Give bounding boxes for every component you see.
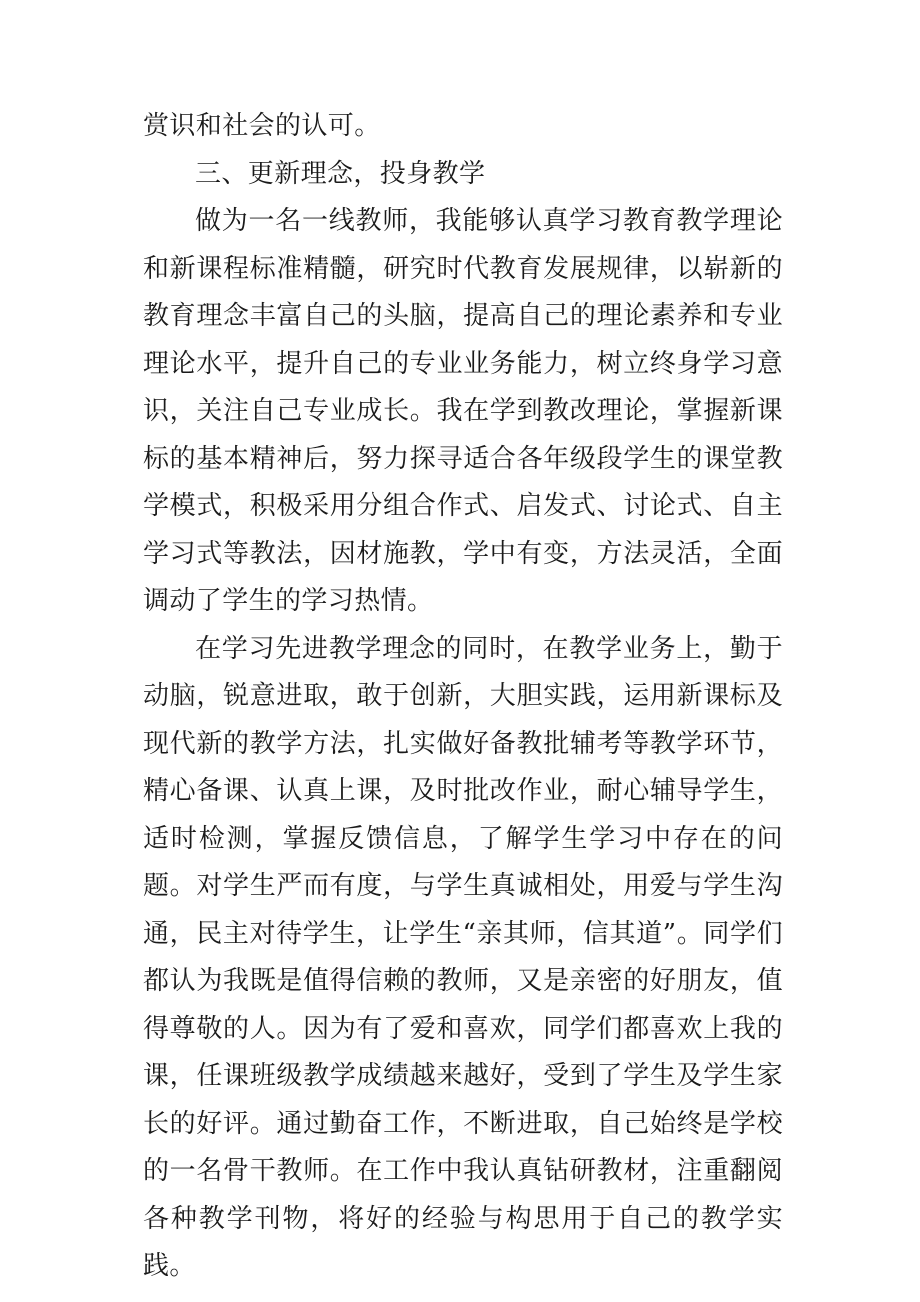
body-text: [143, 103, 783, 1291]
continuation-paragraph: 赏识和社会的认可。: [143, 111, 381, 141]
paragraph-teaching-practice: 在学习先进教学理念的同时，在教学业务上，勤于动脑，锐意进取，敢于创新，大胆实践，运用新课标及现代新的教学方法，扎实做好备教批辅考等教学环节，精心备课、认真上课，及时批改作业，耐心辅导学生，适时检测，掌握反馈信息，了解学生学习中存在的问题。对学生严而有度，与学生真诚相处，用爱与学生沟通，民主对待学生，让学生“亲其师，信其道”。同学们都认为我既是值得信赖的教师，又是亲密的好朋友，值得尊敬的人。因为有了爱和喜欢，同学们都喜欢上我的课，任课班级教学成绩越来越好，受到了学生及学生家长的好评。通过勤奋工作，不断进取，自己始终是学校的一名骨干教师。在工作中我认真钻研教材，注重翻阅各种教学刊物，将好的经验与构思用于自己的教学实践。: [143, 633, 783, 1281]
paragraph-teaching-theory: 做为一名一线教师，我能够认真学习教育教学理论和新课程标准精髓，研究时代教育发展规律，以崭新的教育理念丰富自己的头脑，提高自己的理论素养和专业理论水平，提升自己的专业业务能力，树立终身学习意识，关注自己专业成长。我在学到教改理论，掌握新课标的基本精神后，努力探寻适合各年级段学生的课堂教学模式，积极采用分组合作式、启发式、讨论式、自主学习式等教法，因材施教，学中有变，方法灵活，全面调动了学生的学习热情。: [143, 206, 783, 616]
section-heading: 三、更新理念，投身教学: [195, 158, 486, 189]
